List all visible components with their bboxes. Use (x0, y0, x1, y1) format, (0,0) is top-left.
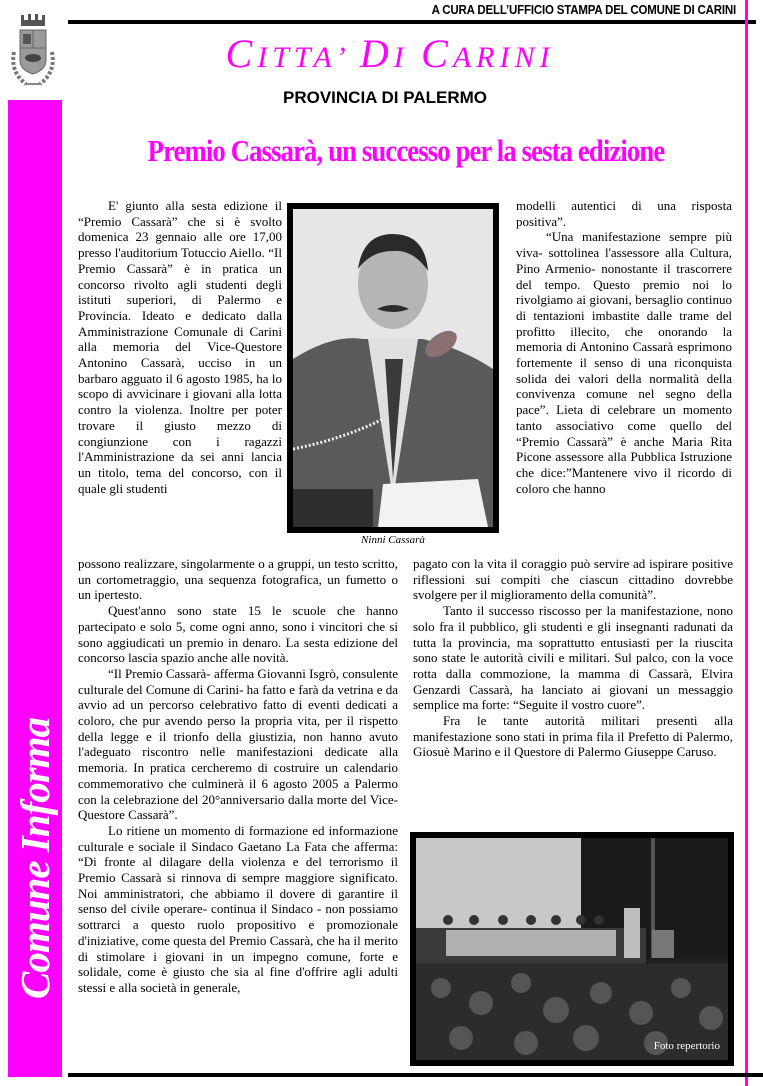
coat-of-arms-icon (4, 12, 62, 92)
article-headline: Premio Cassarà, un successo per la sesta edizione (147, 133, 665, 168)
province-subtitle: PROVINCIA DI PALERMO (282, 88, 487, 107)
masthead-c2: C (421, 31, 453, 76)
paragraph: E' giunto alla sesta edizione il “Premio Cassarà” che si è svolto domenica 23 gennaio alle ore 17,00 presso l'auditorium Totuccio Aiello. “Il Premio Cassarà” è in pratica un concorso rivolto agli studenti degli istituti superiori, di Palermo e Provincia. Ideato e dedicato dalla Amministrazione Comunale di Carini alla memoria del Vice-Questore Antonino Cassarà, ucciso in un barbaro agguato il 6 agosto 1985, ha lo scopo di avvicinare i giovani alla lotta contro la violenza. Inoltre per poter trovare il giusto mezzo di congiunzione con i ragazzi l'Amministrazione da sei anni lancia un titolo, tema del concorso, con il quale gli studenti (78, 198, 282, 496)
sidebar-label: Comune Informa (12, 717, 58, 999)
paragraph: Fra le tante autorità militari presenti alla manifestazione sono stati in prima fila il Prefetto di Palermo, Giosuè Marino e il Questore di Palermo Giuseppe Caruso. (413, 713, 733, 760)
article-column-1 (78, 198, 282, 496)
event-photo (410, 832, 734, 1066)
article-column-lower-right (413, 556, 733, 760)
right-accent-rule (745, 0, 748, 1086)
masthead-i: I (393, 41, 422, 74)
article-column-3 (516, 198, 732, 496)
masthead-c1: C (225, 31, 258, 76)
article-column-lower-left (78, 556, 398, 996)
paragraph: “Una manifestazione sempre più viva- sottolinea l'assessore alla Cultura, Pino Armenio- nonostante il trascorrere del tempo. Questo premio noi lo rivolgiamo ai giovani, bersaglio continuo di tentazioni imbastite dalle trame del profitto illecito, che onorando la memoria di Antonino Cassarà esprimono fortemente il senso di una riconquista solida dei valori della normalità della convivenza comune nel segno della pace”. Lieta di celebrare un momento tanto associativo come quello del “Premio Cassarà” è anche Maria Rita Picone assessore alla Pubblica Istruzione che dice:”Mantenere vivo il ricordo di coloro che hanno (516, 229, 732, 496)
paragraph: modelli autentici di una risposta positiva”. (516, 198, 732, 229)
portrait-photo (287, 203, 499, 533)
paragraph: pagato con la vita il coraggio può servire ad ispirare positive riflessioni sui compiti che ciascun cittadino dovrebbe svolgere per il miglioramento della comunità”. (413, 556, 733, 603)
paragraph: possono realizzare, singolarmente o a gruppi, un testo scritto, un cortometraggio, una sequenza fotografica, un fumetto o un ipertesto. (78, 556, 398, 603)
paragraph: Tanto il successo riscosso per la manifestazione, nono solo fra il pubblico, gli studenti e gli insegnanti radunati da tutta la provincia, ma soprattutto entusiasti per la riuscita sono state le autorità civili e militari. Sul palco, con la voce rotta dalla commozione, la mamma di Cassarà, Elvira Genzardi Cassarà, ha lanciato ai giovani un messaggio semplice ma forte: “Seguite il vostro cuore”. (413, 603, 733, 713)
event-photo-caption: Foto repertorio (653, 1040, 720, 1052)
masthead-itta: ITTA’ (257, 41, 360, 74)
kicker-line: A CURA DELL’UFFICIO STAMPA DEL COMUNE DI CARINI (431, 3, 736, 17)
top-rule (68, 20, 756, 24)
sidebar-band (8, 100, 62, 1077)
paragraph: “Il Premio Cassarà- afferma Giovanni Isgrò, consulente culturale del Comune di Carini- ha fatto e farà da vetrina e da avvio ad un percorso celebrativo fatto di eventi dedicati a coloro, che pur avendo perso la propria vita, per il rispetto della legge e il trionfo della giustizia, non hanno avuto l'adeguato riscontro nelle manifestazioni dedicate alla memoria. In pratica cercheremo di costruire un calendario commemorativo che culminerà il 6 agosto 2005 a Palermo con la celebrazione del 20°anniversario dalla morte del Vice- Questore Cassarà”. (78, 665, 398, 823)
masthead-d: D (359, 31, 394, 76)
paragraph: Lo ritiene un momento di formazione ed informazione culturale e sociale il Sindaco Gaetano La Fata che afferma: “Di fronte al dilagare della violenza e del terrorismo il Premio Cassarà si rinnova di sempre maggiore significato. Noi amministratori, che abbiamo il dovere di garantire il senso del civile operare- continua il Sindaco - non possiamo sottrarci a questo ruolo propositivo e promozionale d'iniziative, come questa del Premio Cassarà, che ha il merito di stimolare i giovani in un impegno comune, forte e solidale, come è giusto che sia al fine d'offrire agli adulti stessi e alla società in generale, (78, 822, 398, 995)
masthead-arini: ARINI (452, 41, 555, 74)
masthead-title (160, 30, 620, 77)
portrait-caption: Ninni Cassarà (361, 534, 425, 546)
bottom-rule (68, 1073, 763, 1077)
paragraph: Quest'anno sono state 15 le scuole che hanno partecipato e solo 5, come ogni anno, sono i vincitori che si sono aggiudicati un premio in denaro. La sesta edizione del concorso lascia spazio anche alle novità. (78, 603, 398, 666)
